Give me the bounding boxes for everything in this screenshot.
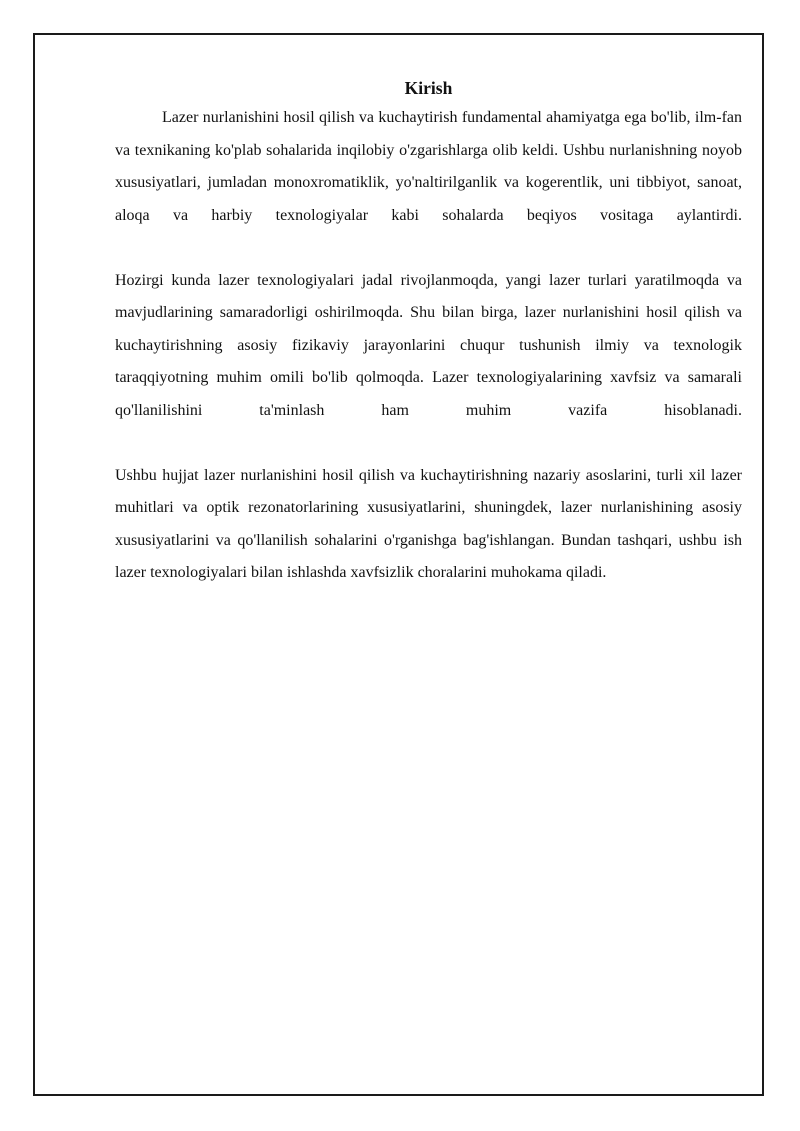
paragraph-spacer — [115, 232, 742, 265]
paragraph-1: Lazer nurlanishini hosil qilish va kuchaytirish fundamental ahamiyatga ega bo'lib, ilm-fan va texnikaning ko'plab sohalarida inqilobiy o'zgarishlarga olib keldi. Ushbu nurlanishning noyob xususiyatlari, jumladan monoxromatiklik, yo'naltirilganlik va kogerentlik, uni tibbiyot, sanoat, aloqa va harbiy texnologiyalar kabi sohalarda beqiyos vositaga aylantirdi. — [115, 109, 742, 224]
paragraph-spacer — [115, 427, 742, 460]
paragraph-3: Ushbu hujjat lazer nurlanishini hosil qilish va kuchaytirishning nazariy asoslarini, turli xil lazer muhitlari va optik rezonatorlarining xususiyatlarini, shuningdek, lazer nurlanishining asosiy xususiyatlarini va qo'llanilish sohalarini o'rganishga bag'ishlangan. Bundan tashqari, ushbu ish lazer texnologiyalari bilan ishlashda xavfsizlik choralarini muhokama qiladi. — [115, 466, 742, 581]
document-body — [115, 74, 742, 590]
paragraph-2: Hozirgi kunda lazer texnologiyalari jadal rivojlanmoqda, yangi lazer turlari yaratilmoqda va mavjudlarining samaradorligi oshirilmoqda. Shu bilan birga, lazer nurlanishini hosil qilish va kuchaytirishning asosiy fizikaviy jarayonlarini chuqur tushunish ilmiy va texnologik taraqqiyotning muhim omili bo'lib qolmoqda. Lazer texnologiyalarining xavfsiz va samarali qo'llanilishini ta'minlash ham muhim vazifa hisoblanadi. — [115, 271, 742, 419]
document-title: Kirish — [404, 78, 453, 98]
